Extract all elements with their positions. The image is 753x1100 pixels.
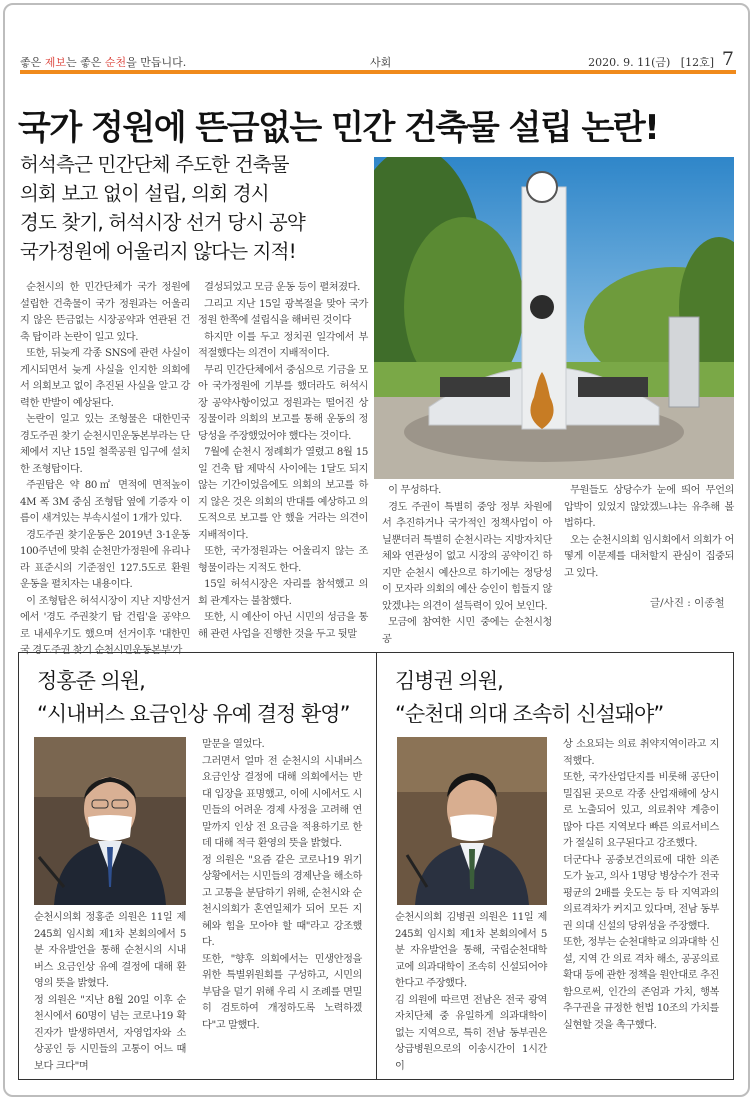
paragraph: 무원들도 상당수가 눈에 띄어 무언의 압박이 있었지 않았겠느냐는 유추해 볼법하다. [564,485,734,529]
paragraph: 경도 주권이 특별히 중앙 정부 차원에서 추진하거나 국가적인 정책사업이 아닐뿐더러 특별히 순천시라는 지방자치단체와 연관성이 없고 시장의 공약이긴 하지만 순천시 예산으로 하기에는 정당성이 모자라 의회의 예산 승인이 힘들지 않았겠냐는 의견이 설득력이 있어 보인다. [382,501,552,612]
paragraph: 무리 민간단체에서 중심으로 기금을 모아 국가정원에 기부를 했더라도 허석시장 공약사항이었고 정원과는 떨어진 상징물이라 의회의 보고를 통해 운동의 정당성을 주장했었어야 했다는 것이다. [198,364,368,442]
paragraph: 주권탑은 약 80㎡ 면적에 면적높이 4M 폭 3M 중심 조형탑 옆에 기증자 이름이 새겨있는 부속시설이 1개가 있다. [20,480,190,524]
paragraph: 또한, 국가산업단지를 비롯해 공단이 밀집된 곳으로 각종 산업재해에 상시로 노출되어 있고, 의료취약 계층이 많아 다른 지역보다 빠른 의료서비스가 절실히 요구된다고 강조했다. [563,772,719,849]
monument-photo [374,157,734,479]
box-title: 정홍준 의원, “시내버스 요금인상 유예 결정 환영” [37,669,350,726]
paragraph: 정 의원은 "지난 8월 20일 이후 순천시에서 60명이 넘는 코로나19 확진자가 발생하면서, 자영업자와 소상공인 등 시민들의 고통이 어느 때보다 크다"며 [34,994,186,1072]
paragraph: 그리고 지난 15일 광복절을 맞아 국가정원 한쪽에 설립식을 해버린 것이다 [198,298,368,326]
paragraph: 논란이 일고 있는 조형물은 대한민국 경도주권 찾기 순천시민운동본부라는 단체에서 지난 15일 철쭉공원 입구에 설치한 조형탑이다. [20,414,190,475]
header-section: 사회 [370,56,392,69]
subhead [20,150,370,266]
paragraph: 순천시의 한 민간단체가 국가 정원에 설립한 건축물이 국가 정원과는 어울리지 않은 뜬금없는 시장공약과 연관된 건축 탑이라 논란이 일고 있다. [20,282,190,343]
paragraph: 말문을 열었다. [202,739,265,750]
box-column [202,737,362,1034]
paragraph: 또한, "향후 의회에서는 민생안정을 위한 특별위원회를 구성하고, 시민의 부담을 덜기 위해 우리 시 조례를 면밀히 검토하여 개정하도록 노력하겠다"고 말했다. [202,953,362,1031]
paragraph: 상 소요되는 의료 취약지역이라고 지적했다. [563,739,719,767]
subhead-line: 경도 찾기, 허석시장 선거 당시 공약 [20,211,305,234]
byline: 글/사진 : 이종철 [650,597,725,609]
box-column [34,910,186,1075]
subhead-line: 의회 보고 없이 설립, 의회 경시 [20,182,269,205]
article-column [198,280,368,643]
header-rule [20,70,736,74]
box-column [395,910,547,1075]
paragraph: 경도주권 찾기운동은 2019년 3·1운동 100주년에 맞춰 순천만가정원에 유리나라 표준시의 기준점인 127.5도로 환원운동을 펼치자는 내용이다. [20,529,190,590]
header-date-issue: 2020. 9. 11(금) [12호] [588,56,714,69]
paragraph: 이 무성하다. [388,485,441,496]
paragraph: 그러면서 얼마 전 순천시의 시내버스 요금인상 결정에 대해 의회에서는 반대 입장을 표명했고, 이에 시에서도 시민들의 어려운 경제 사정을 고려해 연말까지 인상 전 요금을 적용하기로 한데 대해 적극 환영의 뜻을 밝혔다. [202,755,362,849]
paragraph: 이 조형탑은 허석시장이 지난 지방선거에서 '경도 주권찾기 탑 건립'을 공약으로 내세우기도 했으며 선거이후 '대한민국 경도주권 찾기 순천시민운동본부'가 [20,595,190,656]
paragraph: 순천시의회 김병권 의원은 11일 제245회 임시회 제1차 본회의에서 5분 자유발언을 통해, 국립순천대학교에 의과대학이 조속히 신설되어야 한다고 주장했다. [395,912,547,989]
header-slogan: 좋은 제보는 좋은 순천을 만듭니다. [20,56,187,69]
sidebar-article-left [18,652,377,1080]
paragraph: 15일 허석시장은 자리를 참석했고 의회 관계자는 불참했다. [198,579,368,607]
paragraph: 또한, 정부는 순천대학교 의과대학 신설, 지역 간 의료 격차 해소, 공공의료 확대 등에 관한 정책을 원안대로 추진함으로써, 인간의 존엄과 가치, 행복 추구권을 규정한 헌법 10조의 가치를 실현할 것을 촉구했다. [563,937,719,1031]
paragraph: 결성되었고 모금 운동 등이 펼쳐졌다. [204,282,360,293]
page-number: 7 [721,48,734,70]
paragraph: 모금에 참여한 시민 중에는 순천시청 공 [382,617,552,645]
paragraph: 하지만 이를 두고 정치권 일각에서 부적절했다는 의견이 지배적이다. [198,331,368,359]
paragraph: 더군다나 공중보건의료에 대한 의존도가 높고, 의사 1명당 병상수가 전국 평균의 2배를 웃도는 등 타 지역과의 의료격차가 커지고 있다며, 전남 동부권 의대 신설의 당위성을 주장했다. [563,854,719,932]
headline: 국가 정원에 뜬금없는 민간 건축물 설립 논란! [18,108,659,148]
article-column [564,483,734,582]
subhead-line: 허석측근 민간단체 주도한 건축물 [20,153,289,176]
portrait-photo [34,737,186,905]
paragraph: 김 의원에 따르면 전남은 전국 광역자치단체 중 유일하게 의과대학이 없는 지역으로, 특히 전남 동부권은 상급병원으로의 이송시간이 1시간 이 [395,994,547,1072]
article-column [20,280,190,660]
sidebar-article-right [376,652,734,1080]
subhead-line: 국가정원에 어울리지 않다는 지적! [20,240,296,263]
paragraph: 또한, 국가정원과는 어울리지 않는 조형물이라는 지적도 한다. [198,546,368,574]
page-header [20,50,736,72]
article-column [382,483,552,648]
portrait-photo [397,737,547,905]
paragraph: 오는 순천시의회 임시회에서 의회가 어떻게 이문제를 대처할지 관심이 집중되고 있다. [564,534,734,579]
paragraph: 또한, 시 예산이 아닌 시민의 성금을 통해 관련 사업을 진행한 것을 두고 뒷말 [198,612,368,640]
paragraph: 순천시의회 정홍준 의원은 11일 제245회 임시회 제1차 본회의에서 5분 자유발언을 통해 순천시의 시내버스 요금인상 유예 결정에 대해 환영의 뜻을 밝혔다. [34,912,186,989]
box-column [563,737,719,1034]
paragraph: 또한, 뒤늦게 각종 SNS에 관련 사실이 게시되면서 늦게 사실을 인지한 의회에서 의회보고 없이 추진된 사실을 알고 강력한 반발이 예상된다. [20,348,190,409]
box-title: 김병권 의원, “순천대 의대 조속히 신설돼야” [395,669,664,726]
paragraph: 7월에 순천시 정례회가 열렸고 8월 15일 건축 탑 제막식 사이에는 1달도 되지 않는 기간이었음에도 의회의 보고를 하지 않은 것은 의회의 반대를 예상하고 의도적으로 보고를 안 했을 거라는 의견이 지배적이다. [198,447,368,541]
paragraph: 정 의원은 "요즘 같은 코로나19 위기 상황에서는 시민들의 경제난을 해소하고 고통을 분담하기 위해, 순천시와 순천시의회가 혼연일체가 되어 모든 지혜와 힘을 모아야 할 때"라고 강조했다. [202,854,362,948]
